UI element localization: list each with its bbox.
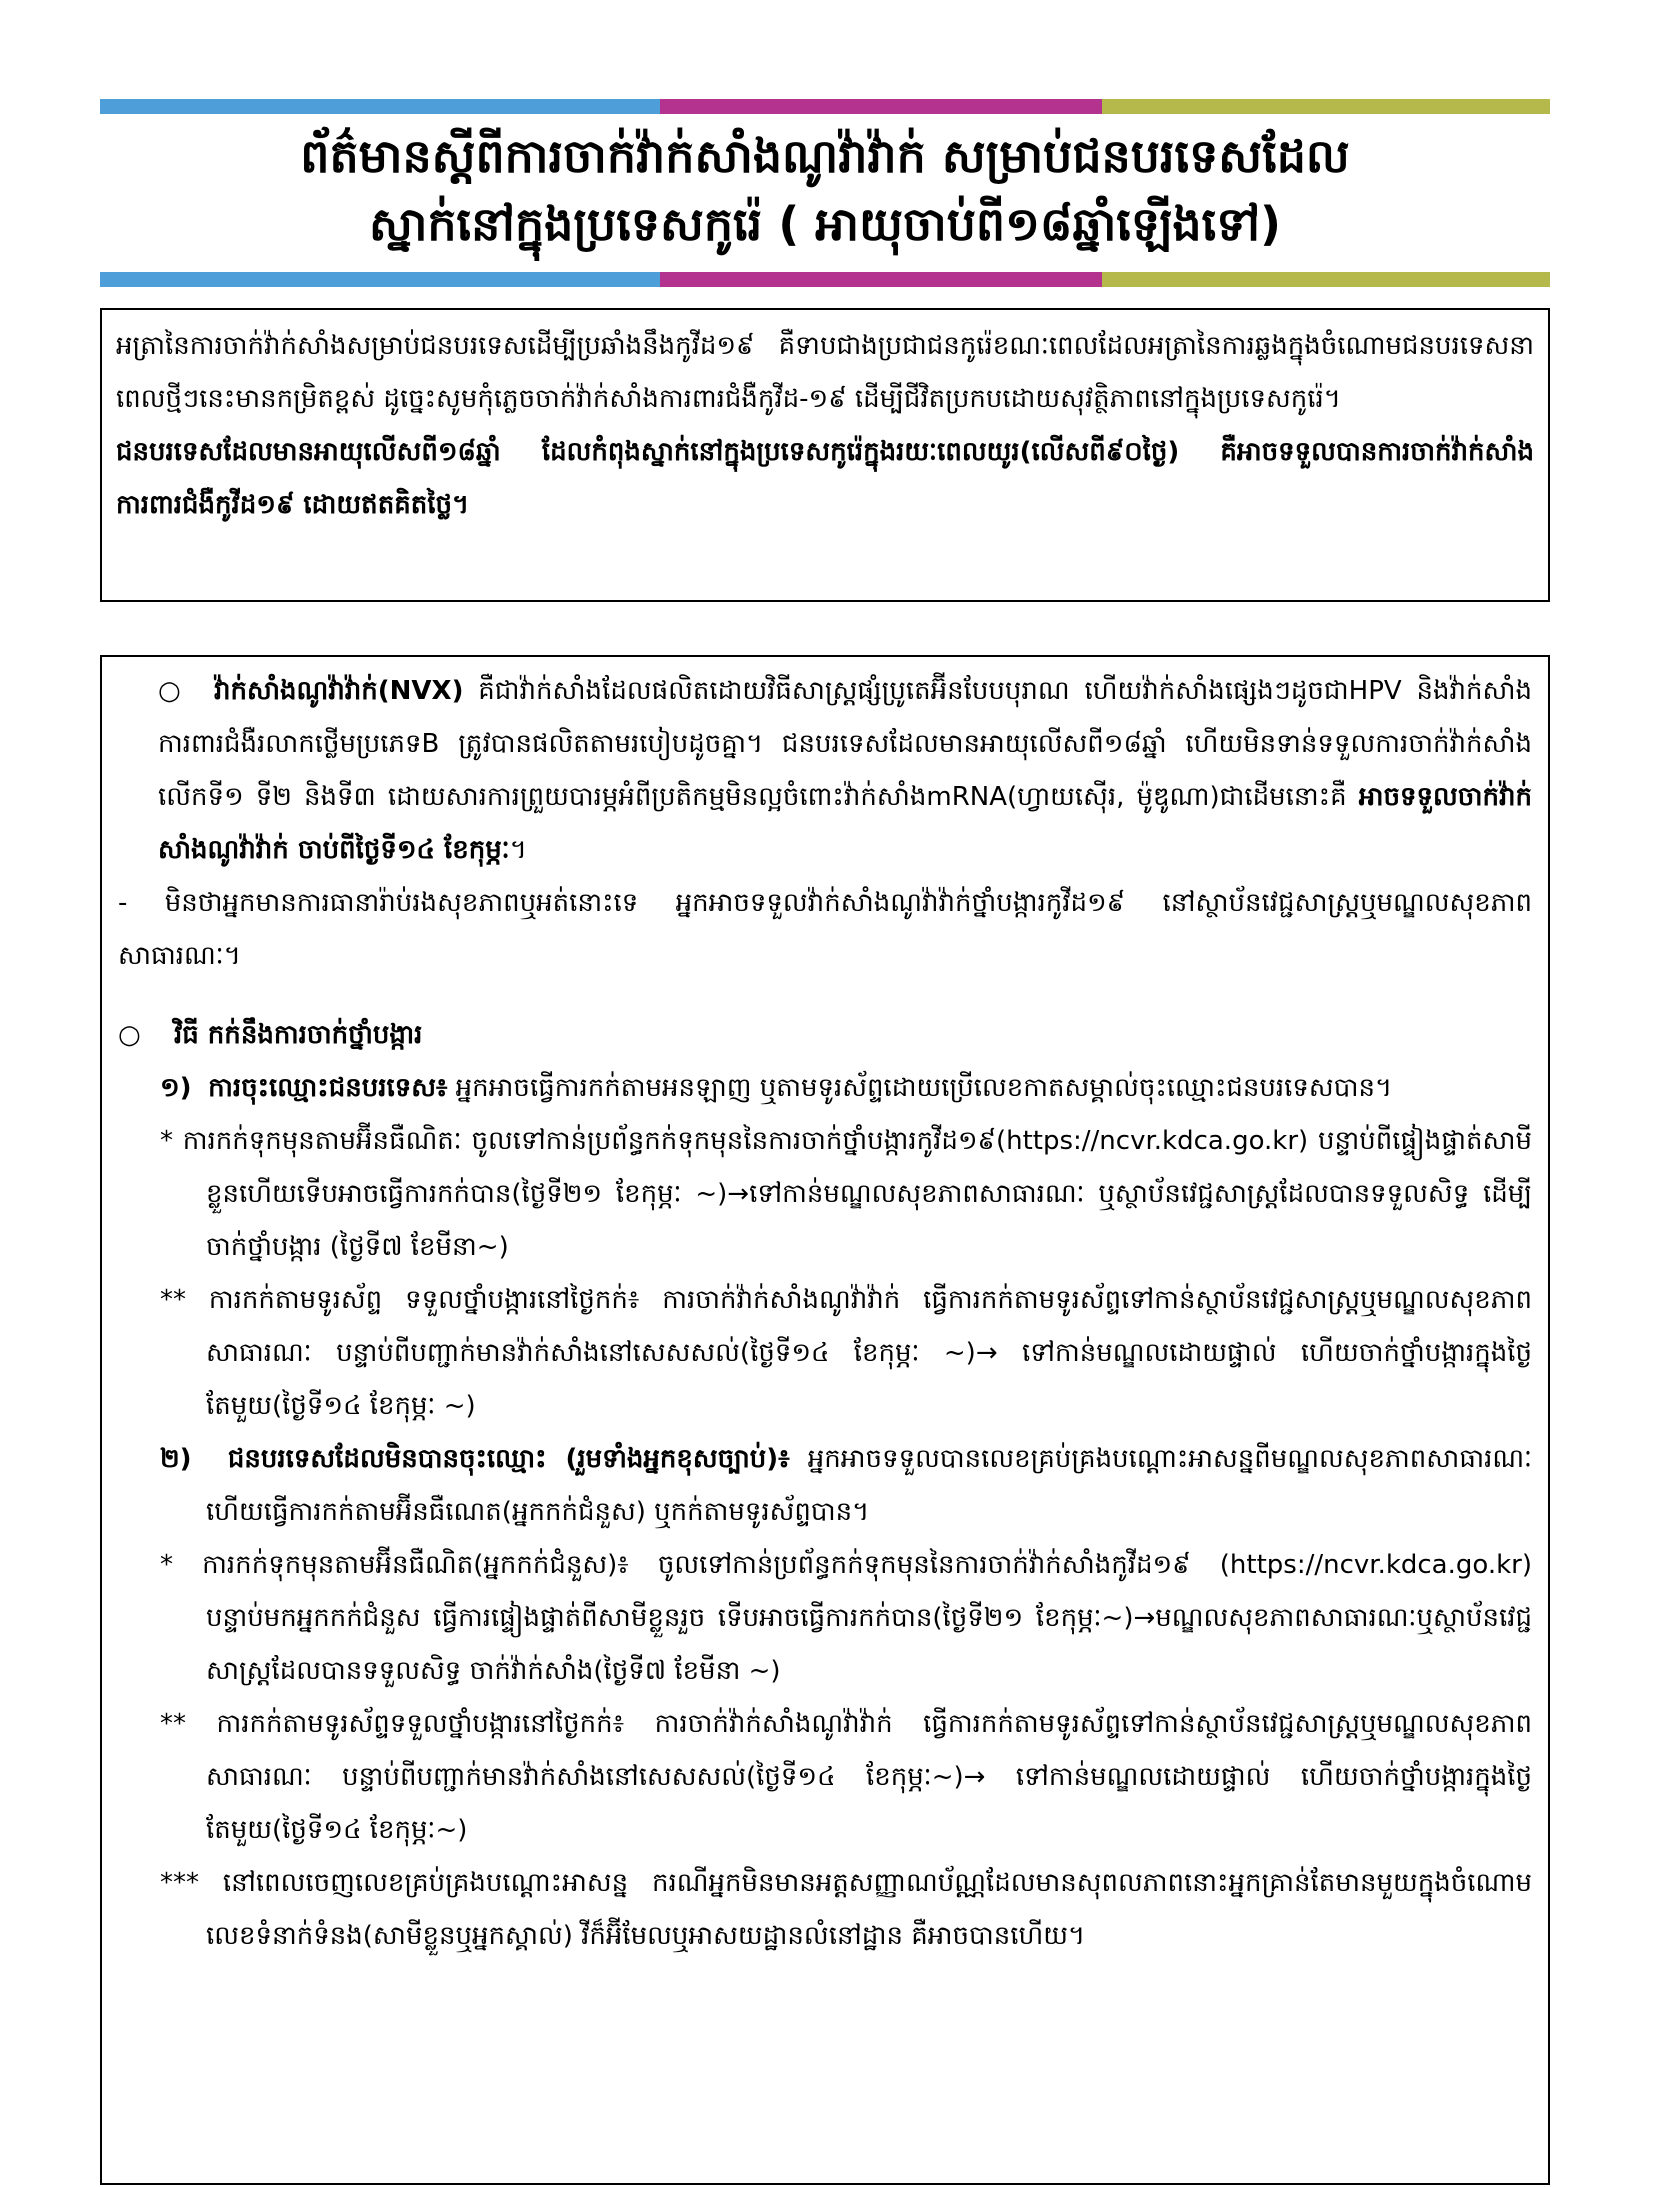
bar-segment-magenta (660, 272, 1102, 287)
novavax-heading: វ៉ាក់សាំងណូវ៉ាវ៉ាក់(NVX) (214, 676, 464, 706)
item-2-text: អ្នកអាចទទួលបានលេខគ្រប់គ្រងបណ្តោះអាសន្នពីមណ្ឌលសុខភាពសាធារណៈ ហើយធ្វើការកក់តាមអ៊ីនធឺណេត(អ្នកកក់ជំនួស) ឬកក់តាមទូរស័ព្ទបាន។ (206, 1444, 1532, 1527)
novavax-availability: អាចទទួលចាក់វ៉ាក់សាំងណូវ៉ាវ៉ាក់ ចាប់ពីថ្ងៃទី១៤ ខែកុម្ភៈ (158, 782, 1532, 865)
bar-segment-blue (100, 99, 660, 114)
booking-method-heading: វិធី កក់នឹងការចាក់ថ្នាំបង្ការ (174, 1020, 423, 1050)
bar-segment-olive (1102, 99, 1550, 114)
top-color-bar (100, 99, 1550, 114)
section-booking-method (118, 1009, 1532, 1062)
item-2-id-note: *** នៅពេលចេញលេខគ្រប់គ្រងបណ្តោះអាសន្ន ករណីអ្នកមិនមានអត្តសញ្ញាណប័ណ្ណដែលមានសុពលភាពនោះអ្នកគ្រាន់តែមានមួយក្នុងចំណោម លេខទំនាក់ទំនង(សាមីខ្លួនឬអ្នកស្គាល់) វីក៏អ៊ីមែលឬអាសយដ្ឋានលំនៅដ្ឋាន គឺអាចបានហើយ។ (160, 1868, 1532, 1951)
section-novavax (118, 665, 1532, 877)
bar-segment-blue (100, 272, 660, 287)
title-line-1: ព័ត៌មានស្តីពីការចាក់វ៉ាក់សាំងណូវ៉ាវ៉ាក់ សម្រាប់ជនបរទេសដែល (300, 129, 1350, 183)
novavax-note: - មិនថាអ្នកមានការធានារ៉ាប់រងសុខភាពឬអត់នោះទេ អ្នកអាចទទួលវ៉ាក់សាំងណូវ៉ាវ៉ាក់ថ្នាំបង្ការកូវីដ១៩ នៅស្ថាប័នវេជ្ជសាស្ត្រឬមណ្ឌលសុខភាពសាធារណៈ។ (118, 888, 1532, 971)
item-1-text: អ្នកអាចធ្វើការកក់តាមអនឡាញ ឬតាមទូរស័ព្ទដោយប្រើលេខកាតសម្គាល់ចុះឈ្មោះជនបរទេសបាន។ (447, 1073, 1393, 1103)
item-1-label: ការចុះឈ្មោះជនបរទេស៖ (208, 1073, 448, 1103)
item-1-number: ១) (160, 1073, 192, 1103)
item-registered-foreigner (118, 1062, 1532, 1115)
item-2-online-booking: * ការកក់ទុកមុនតាមអ៊ីនធឺណិត(អ្នកកក់ជំនួស)៖ ចូលទៅកាន់ប្រព័ន្ធកក់ទុកមុននៃការចាក់វ៉ាក់សាំងកូវីដ១៩ (https://ncvr.kdca.go.kr) បន្ទាប់មកអ្នកកក់ជំនួស ធ្វើការផ្ទៀងផ្ទាត់ពីសាមីខ្លួនរួច ទើបអាចធ្វើការកក់បាន(ថ្ងៃទី២១ ខែកុម្ភៈ~)→មណ្ឌលសុខភាពសាធារណៈឬស្ថាប័នវេជ្ជសាស្ត្រដែលបានទទួលសិទ្ធ ចាក់វ៉ាក់សាំង(ថ្ងៃទី៧ ខែមីនា ~) (160, 1550, 1532, 1686)
novavax-text-end: ។ (509, 835, 527, 865)
item-2-number: ២) (160, 1444, 192, 1474)
circle-bullet-icon: ○ (118, 1020, 141, 1050)
item-1-phone-booking: ** ការកក់តាមទូរស័ព្ទ ទទួលថ្នាំបង្ការនៅថ្ងៃកក់៖ ការចាក់វ៉ាក់សាំងណូវ៉ាវ៉ាក់ ធ្វើការកក់តាមទូរស័ព្ទទៅកាន់ស្ថាប័នវេជ្ជសាស្ត្រឬមណ្ឌលសុខភាពសាធារណៈ បន្ទាប់ពីបញ្ជាក់មានវ៉ាក់សាំងនៅសេសសល់(ថ្ងៃទី១៤ ខែកុម្ភៈ ~)→ ទៅកាន់មណ្ឌលដោយផ្ទាល់ ហើយចាក់ថ្នាំបង្ការក្នុងថ្ងៃតែមួយ(ថ្ងៃទី១៤ ខែកុម្ភៈ ~) (160, 1285, 1532, 1421)
item-unregistered-foreigner (118, 1433, 1532, 1539)
intro-paragraph: អត្រានៃការចាក់វ៉ាក់សាំងសម្រាប់ជនបរទេសដើម្បីប្រឆាំងនឹងកូវីដ១៩ គឺទាបជាងប្រជាជនកូរ៉េខណៈពេលដែលអត្រានៃការឆ្លងក្នុងចំណោមជនបរទេសនាពេលថ្មីៗនេះមានកម្រិតខ្ពស់ ដូច្នេះសូមកុំភ្លេចចាក់វ៉ាក់សាំងការពារជំងឺកូវីដ-១៩ ដើម្បីជីវិតប្រកបដោយសុវត្ថិភាពនៅក្នុងប្រទេសកូរ៉េ។ (116, 331, 1534, 414)
bar-segment-magenta (660, 99, 1102, 114)
item-1-online-booking: * ការកក់ទុកមុនតាមអ៊ីនធឺណិតៈ ចូលទៅកាន់ប្រព័ន្ធកក់ទុកមុននៃការចាក់ថ្នាំបង្ការកូវីដ១៩(https://ncvr.kdca.go.kr) បន្ទាប់ពីផ្ទៀងផ្ទាត់សាមីខ្លួនហើយទើបអាចធ្វើការកក់បាន(ថ្ងៃទី២១ ខែកុម្ភៈ ~)→ទៅកាន់មណ្ឌលសុខភាពសាធារណៈ ឬស្ថាប័នវេជ្ជសាស្ត្រដែលបានទទួលសិទ្ធ ដើម្បីចាក់ថ្នាំបង្ការ (ថ្ងៃទី៧ ខែមីនា~) (160, 1126, 1532, 1262)
novavax-text: គឺជាវ៉ាក់សាំងដែលផលិតដោយវិធីសាស្ត្រផ្សំប្រូតេអ៊ីនបែបបុរាណ ហើយវ៉ាក់សាំងផ្សេងៗដូចជាHPV និងវ៉ាក់សាំងការពារជំងឺរលាកថ្លើមប្រភេទB ត្រូវបានផលិតតាមរបៀបដូចគ្នា។ ជនបរទេសដែលមានអាយុលើសពី១៨ឆ្នាំ ហើយមិនទាន់ទទួលការចាក់វ៉ាក់សាំងលើកទី១ ទី២ និងទី៣ ដោយសារការព្រួយបារម្ភអំពីប្រតិកម្មមិនល្អចំពោះវ៉ាក់សាំងmRNA(ហ្វាយស៊ើរ, ម៉ូឌូណា)ជាដើមនោះគឺ (158, 676, 1532, 812)
spacer (118, 983, 1532, 1009)
intro-bold-paragraph: ជនបរទេសដែលមានអាយុលើសពី១៨ឆ្នាំ ដែលកំពុងស្នាក់នៅក្នុងប្រទេសកូរ៉េក្នុងរយៈពេលយូរ(លើសពី៩០ថ្ងៃ) គឺអាចទទួលបានការចាក់វ៉ាក់សាំងការពារជំងឺកូវីដ១៩ ដោយឥតគិតថ្លៃ។ (116, 437, 1534, 520)
intro-box (100, 308, 1550, 602)
title-line-2: ស្នាក់នៅក្នុងប្រទេសកូរ៉េ ( អាយុចាប់ពី១៨ឆ្នាំឡើងទៅ) (368, 197, 1282, 251)
circle-bullet-icon: ○ (158, 676, 181, 706)
item-2-label: ជនបរទេសដែលមិនបានចុះឈ្មោះ (រួមទាំងអ្នកខុសច្បាប់)៖ (227, 1444, 790, 1474)
item-2-phone-booking: ** ការកក់តាមទូរស័ព្ទទទួលថ្នាំបង្ការនៅថ្ងៃកក់៖ ការចាក់វ៉ាក់សាំងណូវ៉ាវ៉ាក់ ធ្វើការកក់តាមទូរស័ព្ទទៅកាន់ស្ថាប័នវេជ្ជសាស្ត្រឬមណ្ឌលសុខភាពសាធារណៈ បន្ទាប់ពីបញ្ជាក់មានវ៉ាក់សាំងនៅសេសសល់(ថ្ងៃទី១៤ ខែកុម្ភៈ~)→ ទៅកាន់មណ្ឌលដោយផ្ទាល់ ហើយចាក់ថ្នាំបង្ការក្នុងថ្ងៃតែមួយ(ថ្ងៃទី១៤ ខែកុម្ភៈ~) (160, 1709, 1532, 1845)
page-title (100, 122, 1550, 258)
bottom-color-bar (100, 272, 1550, 287)
bar-segment-olive (1102, 272, 1550, 287)
main-content-box (100, 655, 1550, 2185)
